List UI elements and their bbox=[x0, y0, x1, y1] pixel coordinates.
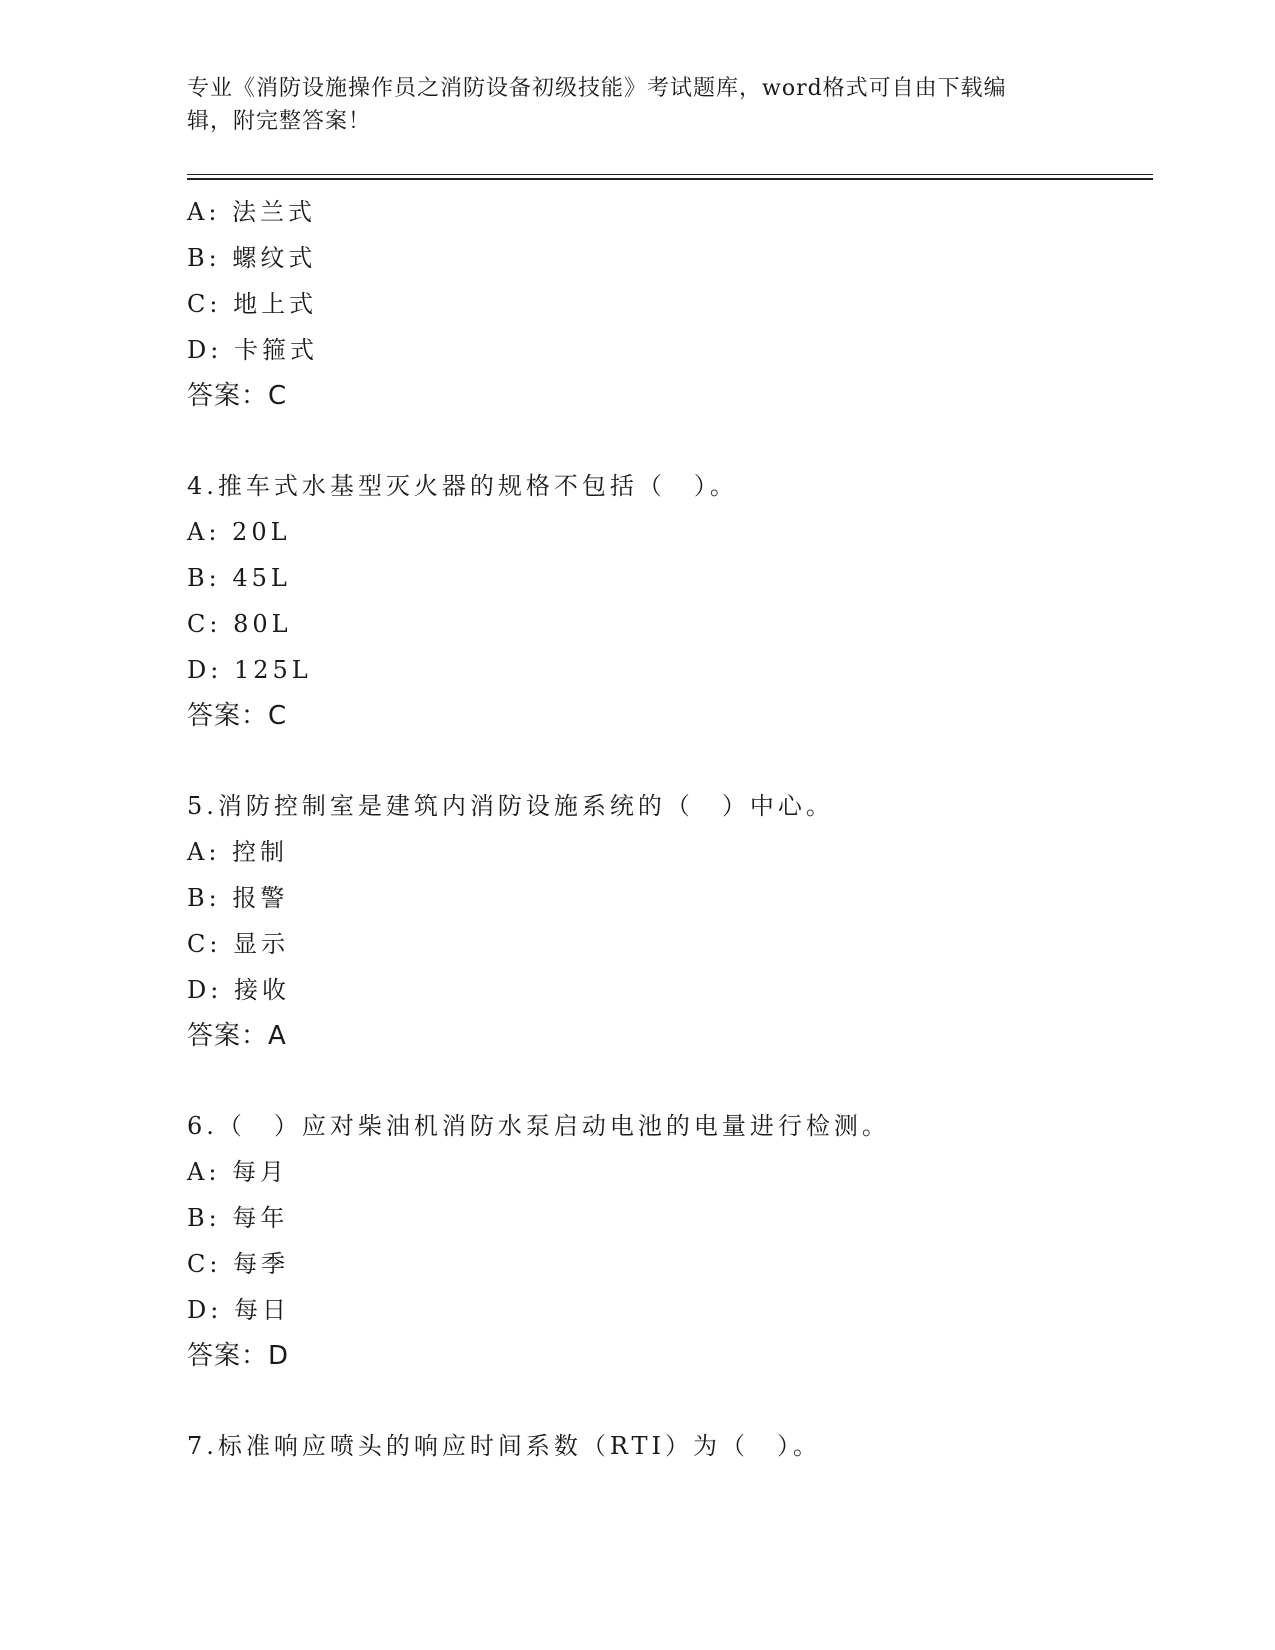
question-text: 7.标准响应喷头的响应时间系数（RTI）为（ ）。 bbox=[187, 1432, 822, 1460]
option-c: C: 显示 bbox=[187, 930, 290, 958]
question-block-6 bbox=[187, 1103, 1153, 1379]
option-a: A: 20L bbox=[187, 518, 291, 546]
option-b: B: 45L bbox=[187, 564, 291, 592]
header-line-1: 专业《消防设施操作员之消防设备初级技能》考试题库，word格式可自由下载编 bbox=[187, 76, 1007, 101]
answer-line: 答案：C bbox=[187, 701, 288, 731]
option-a: A: 法兰式 bbox=[187, 198, 317, 226]
option-b: B: 报警 bbox=[187, 884, 289, 912]
spacer bbox=[187, 739, 1153, 783]
question-text: 5.消防控制室是建筑内消防设施系统的（ ）中心。 bbox=[187, 792, 834, 820]
question-list bbox=[187, 189, 1153, 1469]
question-block-7 bbox=[187, 1423, 1153, 1469]
option-b: B: 每年 bbox=[187, 1204, 289, 1232]
question-block-4 bbox=[187, 463, 1153, 739]
option-d: D: 每日 bbox=[187, 1296, 290, 1324]
question-text: 6.（ ）应对柴油机消防水泵启动电池的电量进行检测。 bbox=[187, 1112, 890, 1140]
option-a: A: 每月 bbox=[187, 1158, 289, 1186]
answer-line: 答案：C bbox=[187, 381, 288, 411]
option-c: C: 80L bbox=[187, 610, 292, 638]
spacer bbox=[187, 419, 1153, 463]
header-rule-bottom bbox=[187, 178, 1153, 180]
option-c: C: 地上式 bbox=[187, 290, 318, 318]
header-line-2: 辑，附完整答案！ bbox=[187, 109, 372, 134]
option-c: C: 每季 bbox=[187, 1250, 290, 1278]
option-b: B: 螺纹式 bbox=[187, 244, 317, 272]
option-d: D: 卡箍式 bbox=[187, 336, 318, 364]
document-header bbox=[187, 72, 1067, 138]
question-block-5 bbox=[187, 783, 1153, 1059]
answer-line: 答案：A bbox=[187, 1021, 287, 1051]
option-d: D: 125L bbox=[187, 656, 312, 684]
spacer bbox=[187, 1379, 1153, 1423]
question-block-3 bbox=[187, 189, 1153, 419]
spacer bbox=[187, 1059, 1153, 1103]
answer-line: 答案：D bbox=[187, 1341, 290, 1371]
option-d: D: 接收 bbox=[187, 976, 290, 1004]
option-a: A: 控制 bbox=[187, 838, 289, 866]
question-text: 4.推车式水基型灭火器的规格不包括（ ）。 bbox=[187, 472, 738, 500]
header-rule-top bbox=[187, 174, 1153, 175]
